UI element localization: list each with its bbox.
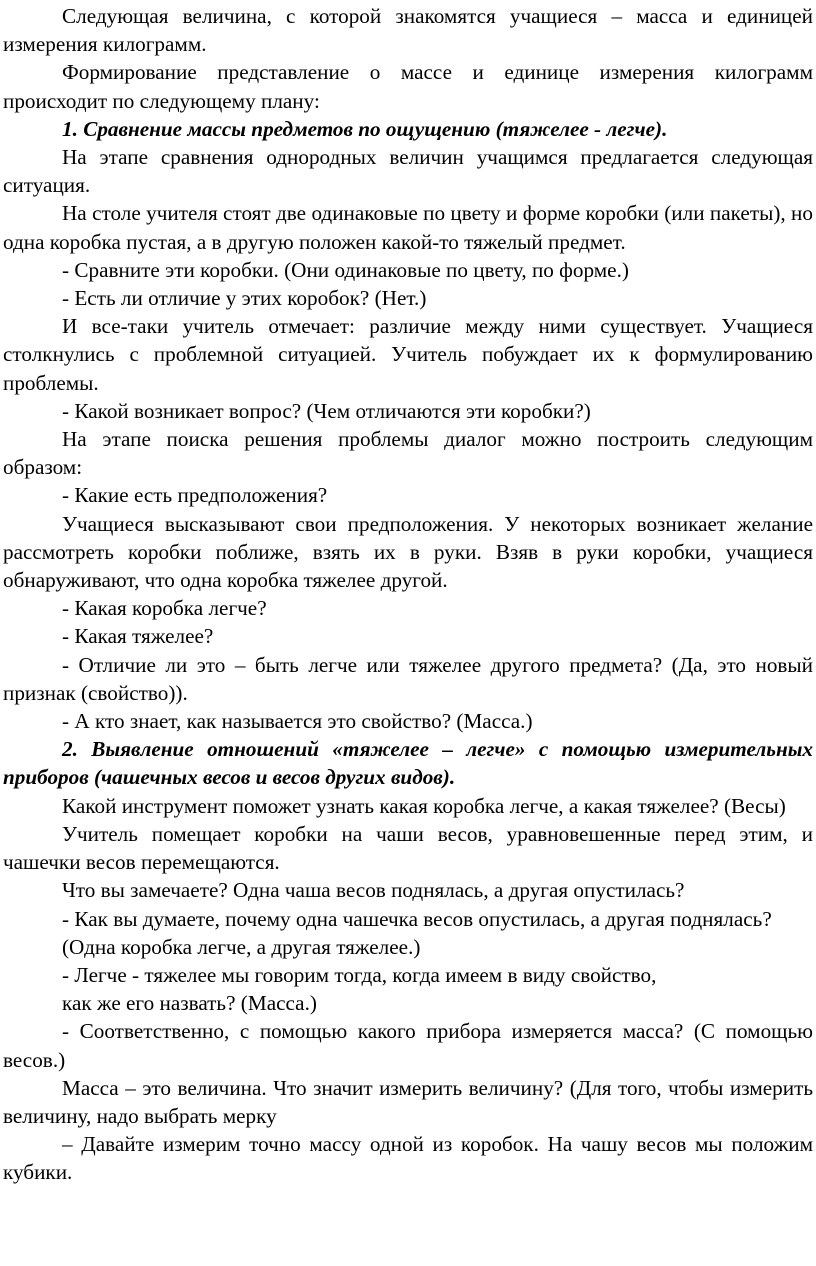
dialog-line: - Есть ли отличие у этих коробок? (Нет.)	[62, 286, 427, 311]
paragraph: На столе учителя стоят две одинаковые по цвету и форме коробки (или пакеты), но одна коробка пустая, а в другую положен какой-то тяжелый предмет.	[3, 201, 813, 254]
dialog-line: - Как вы думаете, почему одна чашечка весов опустилась, а другая поднялась?	[62, 906, 772, 931]
dialog-line: - Какой возникает вопрос? (Чем отличаются эти коробки?)	[62, 398, 591, 423]
paragraph: На этапе поиска решения проблемы диалог можно построить следующим образом:	[3, 427, 813, 480]
section-heading-1: 1. Сравнение массы предметов по ощущению (тяжелее - легче).	[62, 116, 668, 141]
paragraph: Масса – это величина. Что значит измерить величину? (Для того, чтобы измерить величину, надо выбрать мерку	[3, 1075, 813, 1128]
dialog-line: - А кто знает, как называется это свойство? (Масса.)	[62, 709, 533, 734]
dialog-line: - Сравните эти коробки. (Они одинаковые по цвету, по форме.)	[62, 257, 629, 282]
paragraph: Что вы замечаете? Одна чаша весов поднялась, а другая опустилась?	[62, 878, 685, 903]
paragraph: И все-таки учитель отмечает: различие между ними существует. Учащиеся столкнулись с проблемной ситуацией. Учитель побуждает их к формулированию проблемы.	[3, 314, 813, 395]
dialog-line: (Одна коробка легче, а другая тяжелее.)	[62, 934, 421, 959]
section-heading-2: 2. Выявление отношений «тяжелее – легче» с помощью измерительных приборов (чашечных весов и весов других видов).	[3, 737, 813, 790]
paragraph: Учащиеся высказывают свои предположения. У некоторых возникает желание рассмотреть коробки поближе, взять их в руки. Взяв в руки коробки, учащиеся обнаруживают, что одна коробка тяжелее другой.	[3, 511, 813, 593]
paragraph: На этапе сравнения однородных величин учащимся предлагается следующая ситуация.	[3, 145, 813, 198]
paragraph-intro: Следующая величина, с которой знакомятся учащиеся – масса и единицей измерения килограмм.	[3, 4, 813, 57]
dialog-line: - Соответственно, с помощью какого прибора измеряется масса? (С помощью весов.)	[3, 1019, 813, 1072]
dialog-line: - Какая тяжелее?	[62, 624, 214, 649]
paragraph-plan: Формирование представление о массе и единице измерения килограмм происходит по следующему плану:	[3, 60, 813, 113]
dialog-line: - Какие есть предположения?	[62, 483, 328, 508]
dialog-line: - Какая коробка легче?	[62, 596, 267, 621]
dialog-line: – Давайте измерим точно массу одной из коробок. На чашу весов мы положим кубики.	[3, 1132, 813, 1185]
paragraph: Учитель помещает коробки на чаши весов, уравновешенные перед этим, и чашечки весов перемещаются.	[3, 821, 813, 875]
paragraph: Какой инструмент поможет узнать какая коробка легче, а какая тяжелее? (Весы)	[62, 793, 786, 818]
dialog-line: - Отличие ли это – быть легче или тяжелее другого предмета? (Да, это новый признак (свойство)).	[3, 652, 813, 705]
dialog-line: как же его назвать? (Масса.)	[62, 991, 317, 1016]
dialog-line: - Легче - тяжелее мы говорим тогда, когда имеем в виду свойство,	[62, 962, 657, 987]
